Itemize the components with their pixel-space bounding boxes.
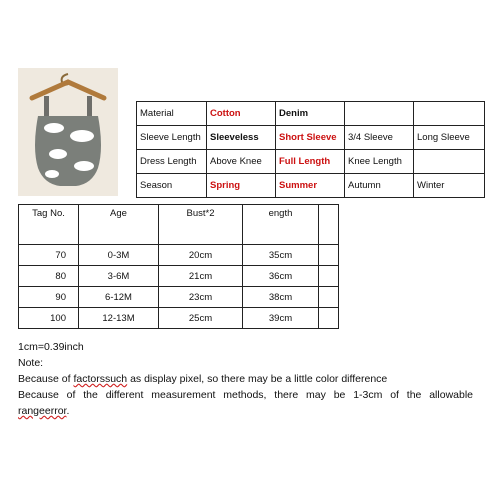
size-header-cell: Bust*2 xyxy=(159,205,243,245)
size-cell: 25cm xyxy=(159,308,243,329)
size-header-cell: ength xyxy=(243,205,319,245)
size-cell: 21cm xyxy=(159,266,243,287)
size-header-cell: Age xyxy=(79,205,159,245)
size-cell: 12-13M xyxy=(79,308,159,329)
attribute-option: Denim xyxy=(276,102,345,126)
size-cell xyxy=(319,287,339,308)
attribute-option xyxy=(414,102,485,126)
attribute-option xyxy=(345,102,414,126)
note-text: rangeerror xyxy=(18,405,67,417)
size-header-cell xyxy=(319,205,339,245)
unit-conversion: 1cm=0.39inch xyxy=(18,341,84,353)
size-chart-table xyxy=(18,204,339,329)
attribute-option: Autumn xyxy=(345,174,414,198)
attribute-row xyxy=(137,150,485,174)
size-cell: 100 xyxy=(19,308,79,329)
size-cell: 39cm xyxy=(243,308,319,329)
attribute-row xyxy=(137,174,485,198)
attribute-row xyxy=(137,102,485,126)
note-text: as display pixel, so there may be a little color difference xyxy=(127,373,388,385)
size-cell: 38cm xyxy=(243,287,319,308)
product-attributes-table xyxy=(136,101,485,198)
attribute-label: Season xyxy=(137,174,207,198)
size-cell xyxy=(319,308,339,329)
product-photo xyxy=(18,68,118,196)
size-row xyxy=(19,287,339,308)
attribute-option: Knee Length xyxy=(345,150,414,174)
attribute-label: Material xyxy=(137,102,207,126)
attribute-row xyxy=(137,126,485,150)
size-row xyxy=(19,245,339,266)
size-cell: 80 xyxy=(19,266,79,287)
size-cell: 90 xyxy=(19,287,79,308)
size-row xyxy=(19,266,339,287)
notes-section xyxy=(18,339,473,419)
attribute-option: Short Sleeve xyxy=(276,126,345,150)
size-row xyxy=(19,308,339,329)
attribute-option: Spring xyxy=(207,174,276,198)
attribute-option: Long Sleeve xyxy=(414,126,485,150)
attribute-label: Dress Length xyxy=(137,150,207,174)
attribute-option: Sleeveless xyxy=(207,126,276,150)
note-text: factorssuch xyxy=(73,373,128,385)
note-range-error xyxy=(18,403,473,419)
size-cell: 35cm xyxy=(243,245,319,266)
attribute-option: Winter xyxy=(414,174,485,198)
attribute-option xyxy=(414,150,485,174)
attribute-option: Cotton xyxy=(207,102,276,126)
attribute-option: Above Knee xyxy=(207,150,276,174)
size-cell: 3-6M xyxy=(79,266,159,287)
attribute-option: Summer xyxy=(276,174,345,198)
size-cell: 20cm xyxy=(159,245,243,266)
size-cell: 0-3M xyxy=(79,245,159,266)
size-cell: 6-12M xyxy=(79,287,159,308)
note-color-difference xyxy=(18,371,473,387)
size-cell: 23cm xyxy=(159,287,243,308)
size-header-row xyxy=(19,205,339,245)
size-cell: 36cm xyxy=(243,266,319,287)
size-header-cell: Tag No. xyxy=(19,205,79,245)
baby-romper-image xyxy=(18,68,118,196)
note-label: Note: xyxy=(18,357,44,369)
note-measurement: Because of the different measurement methods, there may be 1-3cm of the allowable xyxy=(18,389,473,401)
attribute-option: 3/4 Sleeve xyxy=(345,126,414,150)
attribute-label: Sleeve Length xyxy=(137,126,207,150)
note-text: . xyxy=(66,405,70,417)
attribute-option: Full Length xyxy=(276,150,345,174)
size-cell: 70 xyxy=(19,245,79,266)
size-cell xyxy=(319,266,339,287)
size-cell xyxy=(319,245,339,266)
note-text: Because of xyxy=(18,373,74,385)
